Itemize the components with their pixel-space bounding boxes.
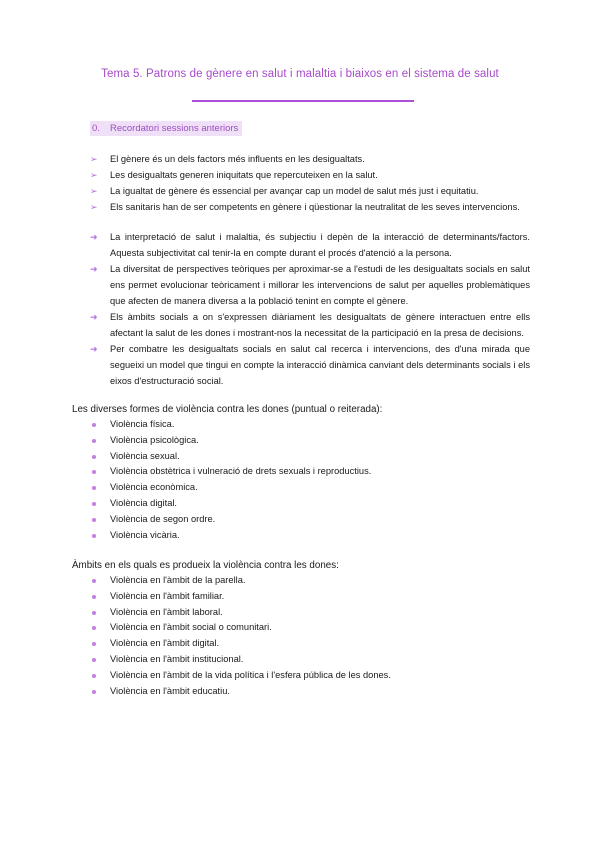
key-points-list [90, 229, 530, 389]
violence-areas-list [90, 573, 530, 699]
list-item: Violència de segon ordre. [90, 512, 530, 528]
bullet-dot-icon [92, 534, 96, 538]
bullet-dot-icon [92, 439, 96, 443]
list-item: ➔ La interpretació de salut i malaltia, és subjectiu i depèn de la interacció de determinants/factors. Aquesta subjectivitat cal tenir-la en compte durant el procés d'atenció a la persona. [90, 229, 530, 261]
arrowhead-bullet-icon: ➢ [90, 186, 98, 196]
bullet-dot-icon [92, 626, 96, 630]
recap-label: Recordatori sessions anteriors [110, 123, 239, 134]
list-item: ➢ La igualtat de gènere és essencial per avançar cap un model de salut més just i equitatiu. [90, 183, 530, 199]
bullet-dot-icon [92, 486, 96, 490]
bullet-dot-icon [92, 658, 96, 662]
list-item: Violència digital. [90, 496, 530, 512]
arrowhead-bullet-icon: ➢ [90, 170, 98, 180]
list-item: Violència psicològica. [90, 433, 530, 449]
list-item: Violència econòmica. [90, 480, 530, 496]
bullet-dot-icon [92, 674, 96, 678]
list-item: Violència en l'àmbit de la vida política i l'esfera pública de les dones. [90, 668, 530, 684]
list-item: Violència vicària. [90, 528, 530, 544]
list-item: ➔ Els àmbits socials a on s'expressen diàriament les desigualtats de gènere interactuen entre ells afectant la salut de les dones i mostrant-nos la necessitat de la participació en la presa de decisions. [90, 309, 530, 341]
violence-forms-heading: Les diverses formes de violència contra les dones (puntual o reiterada): [72, 404, 383, 415]
bullet-dot-icon [92, 595, 96, 599]
arrow-bullet-icon: ➔ [90, 232, 98, 242]
title-underline [192, 100, 414, 102]
bullet-dot-icon [92, 502, 96, 506]
arrow-bullet-icon: ➔ [90, 344, 98, 354]
list-item: ➢ Els sanitaris han de ser competents en gènere i qüestionar la neutralitat de les seves intervencions. [90, 199, 530, 215]
list-item: ➢ Les desigualtats generen iniquitats que repercuteixen en la salut. [90, 167, 530, 183]
arrow-bullet-icon: ➔ [90, 312, 98, 322]
list-item: ➔ La diversitat de perspectives teòriques per aproximar-se a l'estudi de les desigualtats socials en salut ens permet evolucionar teòricament i millorar les intervencions de salut per aquelles problemàtiques que afecten de manera diversa a la població tenint en compte el gènere. [90, 261, 530, 309]
list-item: Violència en l'àmbit social o comunitari. [90, 620, 530, 636]
bullet-dot-icon [92, 470, 96, 474]
arrow-bullet-icon: ➔ [90, 264, 98, 274]
summary-list [90, 151, 530, 215]
list-item: Violència en l'àmbit educatiu. [90, 684, 530, 700]
violence-forms-list [90, 417, 530, 543]
list-item: Violència física. [90, 417, 530, 433]
list-item: Violència en l'àmbit laboral. [90, 605, 530, 621]
violence-areas-heading: Àmbits en els quals es produeix la violència contra les dones: [72, 560, 339, 571]
list-item: Violència en l'àmbit institucional. [90, 652, 530, 668]
bullet-dot-icon [92, 518, 96, 522]
list-item: Violència en l'àmbit de la parella. [90, 573, 530, 589]
list-item: Violència obstètrica i vulneració de drets sexuals i reproductius. [90, 464, 530, 480]
list-item: ➔ Per combatre les desigualtats socials en salut cal recerca i intervencions, des d'una mirada que segueixi un model que tingui en compte la interacció dinàmica canviant dels determinants socials i els eixos d'estructuració social. [90, 341, 530, 389]
list-item: ➢ El gènere és un dels factors més influents en les desigualtats. [90, 151, 530, 167]
list-item: Violència en l'àmbit digital. [90, 636, 530, 652]
bullet-dot-icon [92, 642, 96, 646]
bullet-dot-icon [92, 611, 96, 615]
list-item: Violència en l'àmbit familiar. [90, 589, 530, 605]
arrowhead-bullet-icon: ➢ [90, 202, 98, 212]
bullet-dot-icon [92, 579, 96, 583]
page-title: Tema 5. Patrons de gènere en salut i malaltia i biaixos en el sistema de salut [101, 68, 499, 80]
bullet-dot-icon [92, 455, 96, 459]
bullet-dot-icon [92, 423, 96, 427]
recap-heading [90, 121, 242, 136]
recap-number: 0. [92, 123, 100, 134]
list-item: Violència sexual. [90, 449, 530, 465]
bullet-dot-icon [92, 690, 96, 694]
arrowhead-bullet-icon: ➢ [90, 154, 98, 164]
